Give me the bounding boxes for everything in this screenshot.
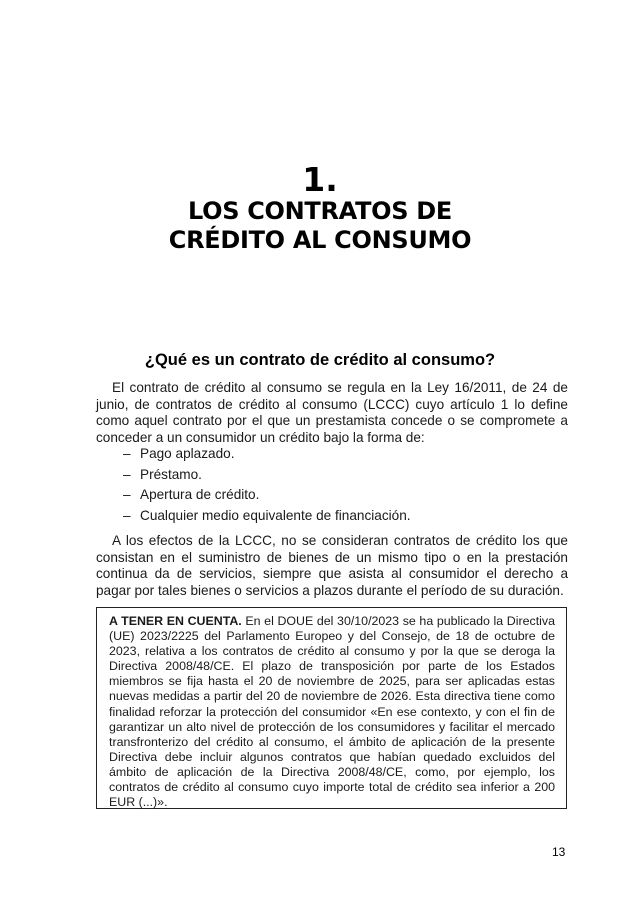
chapter-title-line-2: CRÉDITO AL CONSUMO — [168, 226, 472, 254]
chapter-title — [0, 197, 640, 255]
note-box — [96, 607, 567, 809]
list-item: – Apertura de crédito. — [123, 485, 411, 506]
note-text: En el DOUE del 30/10/2023 se ha publicado la Directiva (UE) 2023/2225 del Parlamento Europeo y del Consejo, de 18 de octubre de 2023, relativa a los contratos de crédito al consumo y por la que se deroga la Directiva 2008/48/CE. El plazo de transposición por parte de los Estados miembros se fija hasta el 20 de noviembre de 2025, para ser aplicadas estas nuevas medidas a partir del 20 de noviembre de 2026. Esta directiva tiene como finalidad reforzar la protección del consumidor «En ese contexto, y con el fin de garantizar un alto nivel de protección de los consumidores y facilitar el mercado transfronterizo del crédito al consumo, el ámbito de aplicación de la presente Directiva debe incluir algunos contratos que habían quedado excluidos del ámbito de aplicación de la Directiva 2008/48/CE, como, por ejemplo, los contratos de crédito al consumo cuyo importe total de crédito sea inferior a 200 EUR (...)». — [109, 614, 555, 810]
note-label: A TENER EN CUENTA. — [109, 614, 242, 628]
list-item: – Pago aplazado. — [123, 444, 411, 465]
chapter-number: 1. — [302, 160, 338, 199]
exclusion-paragraph: A los efectos de la LCCC, no se consideran contratos de crédito los que consistan en el suministro de bienes de un mismo tipo o en la prestación continua da de servicios, siempre que asista al consumidor el derecho a pagar por tales bienes o servicios a plazos durante el período de su duración. — [96, 533, 568, 598]
page-number: 13 — [552, 845, 566, 859]
list-item: – Préstamo. — [123, 465, 411, 486]
chapter-title-line-1: LOS CONTRATOS DE — [187, 197, 453, 225]
list-dash: – — [123, 466, 131, 482]
list-dash: – — [123, 507, 131, 523]
list-item: – Cualquier medio equivalente de financiación. — [123, 506, 411, 527]
list-dash: – — [123, 487, 131, 503]
section-heading: ¿Qué es un contrato de crédito al consumo? — [144, 351, 496, 369]
intro-paragraph: El contrato de crédito al consumo se regula en la Ley 16/2011, de 24 de junio, de contratos de crédito al consumo (LCCC) cuyo artículo 1 lo define como aquel contrato por el que un prestamista concede o se compromete a conceder a un consumidor un crédito bajo la forma de: — [96, 380, 568, 445]
credit-forms-list — [123, 444, 411, 526]
list-dash: – — [123, 446, 131, 461]
